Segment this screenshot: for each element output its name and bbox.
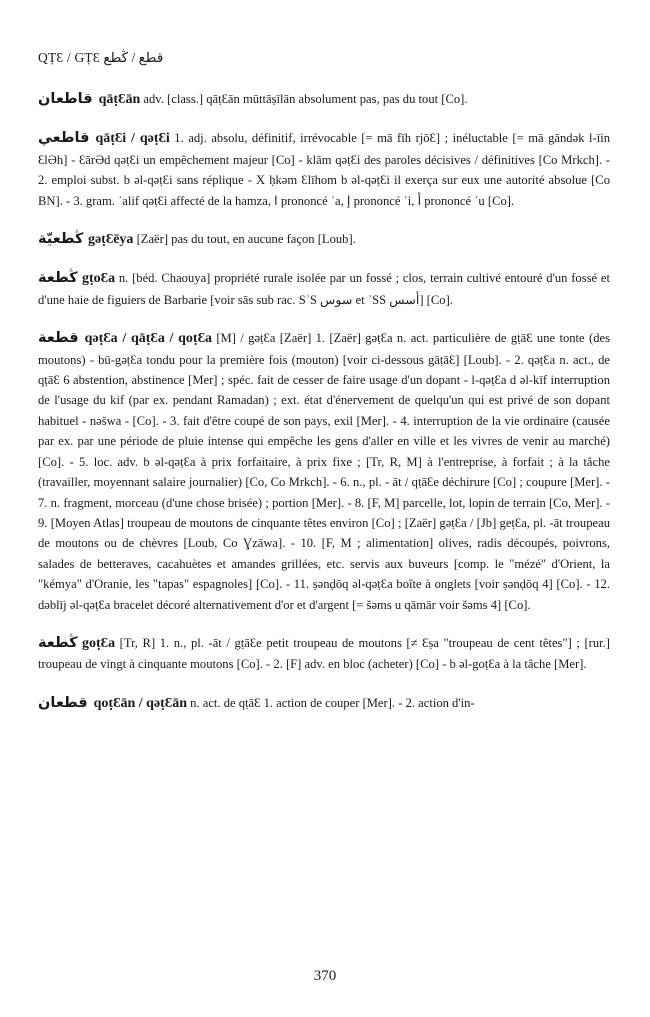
entry-arabic: ڭطعة bbox=[38, 634, 77, 651]
entry-arabic: ڭطعة bbox=[38, 270, 77, 287]
entry-definition: [Zaër] pas du tout, en aucune façon [Loub]. bbox=[133, 232, 356, 247]
entry-headword: gṭoƐa bbox=[82, 271, 116, 287]
entry-arabic: قطعة bbox=[38, 330, 79, 347]
entry-definition: [M] / gəṭƐa [Zaër] 1. [Zaër] gəṭƐa n. act. particulière de gṭāƐ une tonte (des moutons) - bū-gəṭƐa tondu pour la première fois (mouton) [voir ci-dessous gāṭāƐ] [Loub]. - 2. qəṭƐa n. act., de qṭāƐ 6 abstention, abstinence [Mer] ; spéc. fait de cesser de faire usage d'un dopant - l-qəṭƐa d əl-kīf interruption de l'usage du kif (par ex. pendant Ramadan) ; ext. état d'énervement de quelqu'un qui est privé de son dopant habituel - nəšwa - [Co]. - 3. fait d'être coupé de son pays, exil [Mer]. - 4. interruption de la vie ordinaire (causée par ex. par une période de pluie intense qui empêche les gens d'aller en ville et les vivres de venir au marché) [Co]. - 5. loc. adv. b əl-qəṭƐa à prix forfaitaire, à prix fixe ; [Tr, R, M] à l'entreprise, à forfait ; à la tâche (travailler, moyennant salaire journalier) [Co, Co Mrkch]. - 6. n., pl. - āt / qṭāƐe déchirure [Co] ; coupure [Mer]. - 7. n. fragment, morceau (d'une chose brisée) ; portion [Mer]. - 8. [F, M] parcelle, lot, lopin de terrain [Co, Mer]. - 9. [Moyen Atlas] troupeau de moutons de cinquante têtes environ [Co] ; [Zaër] gəṭƐa / [Jb] geṭƐa, pl. -āt troupeau de moutons ou de chèvres [Loub, Co Ɣzāwa]. - 10. [F, M ; alimentation] olives, radis découpés, poivrons, salades de betteraves, cacahuètes et amandes grillées, etc. servis aux buveurs [comp. le "mézé" d'Orient, la "kémya" d'Oranie, les "tapas" espagnoles] [Co]. - 11. ṣənḍōq əl-qəṭƐa boîte à onglets [voir ṣənḍōq 4] [Co]. - 12. dəblīj əl-qəṭƐa bracelet décoré alternativement d'or et d'argent [= šəms u qāmār voir šəms 4] [Co]. bbox=[38, 331, 610, 612]
page-header: QṬƐ / GṬƐ قطع / ڭطع bbox=[38, 50, 164, 65]
entry-headword: goṭƐa bbox=[82, 635, 116, 651]
entry-arabic: قاطعي bbox=[38, 130, 90, 147]
page-number: 370 bbox=[313, 968, 337, 984]
entry-headword: qāṭƐi / qəṭƐi bbox=[95, 131, 170, 147]
entry-headword: gəṭƐēya bbox=[87, 232, 134, 248]
entry-definition: adv. [class.] qāṭƐān mūttāṣīlān absolument pas, pas du tout [Co]. bbox=[140, 92, 468, 106]
dictionary-entry bbox=[38, 633, 610, 675]
entry-definition: n. act. de qṭāƐ 1. action de couper [Mer]. - 2. action d'in- bbox=[186, 695, 475, 710]
entry-definition: n. [béd. Chaouya] propriété rurale isolée par un fossé ; clos, terrain cultivé entouré d'un fossé et d'une haie de figuiers de Barbarie [voir sās sub rac. SʾS سوس et ʾSS أسس] [Co]. bbox=[38, 271, 610, 307]
entry-headword: qāṭƐān bbox=[98, 92, 141, 107]
dictionary-entry bbox=[38, 693, 610, 714]
dictionary-entry bbox=[38, 229, 610, 250]
entry-list bbox=[38, 89, 610, 714]
entry-definition: [Tr, R] 1. n., pl. -āt / gṭāƐe petit troupeau de moutons [≠ Ɛṣa "troupeau de cent têtes"] ; [rur.] troupeau de vingt à cinquante moutons [Co]. - 2. [F] adv. en bloc (acheter) [Co] - b əl-goṭƐa à la tâche [Mer]. bbox=[38, 635, 610, 672]
entry-headword: qəṭƐa / qāṭƐa / qoṭƐa bbox=[84, 331, 212, 347]
entry-arabic: قطعان bbox=[38, 694, 88, 711]
entry-definition: 1. adj. absolu, définitif, irrévocable [= mā fīh rjōƐ] ; inéluctable [= mā gāndək l-īin ƐlƏh] - ƐārƏd qəṭƐi un empêchement majeur [Co] - klām qəṭƐi des paroles décisives / définitives [Co Mrkch]. - 2. emploi subst. b əl-qəṭƐi sans réplique - X ḥkəm Ɛlīhom b əl-qəṭƐi il exerça sur eux une autorité absolue [Co BN]. - 3. gram. ʾalif qəṭƐi affecté de la hamza, ا prononcé ʾa, إ prononcé ʾi, أ prononcé ʾu [Co]. bbox=[38, 131, 611, 208]
entry-arabic: قاطعان bbox=[38, 91, 93, 107]
dictionary-entry bbox=[38, 128, 610, 211]
dictionary-page bbox=[38, 50, 610, 732]
dictionary-entry bbox=[38, 328, 610, 615]
entry-headword: qoṭƐān / qəṭƐān bbox=[93, 695, 187, 711]
dictionary-entry bbox=[38, 268, 610, 310]
entry-arabic: ڭطعيّة bbox=[38, 231, 82, 248]
dictionary-entry bbox=[38, 89, 610, 110]
